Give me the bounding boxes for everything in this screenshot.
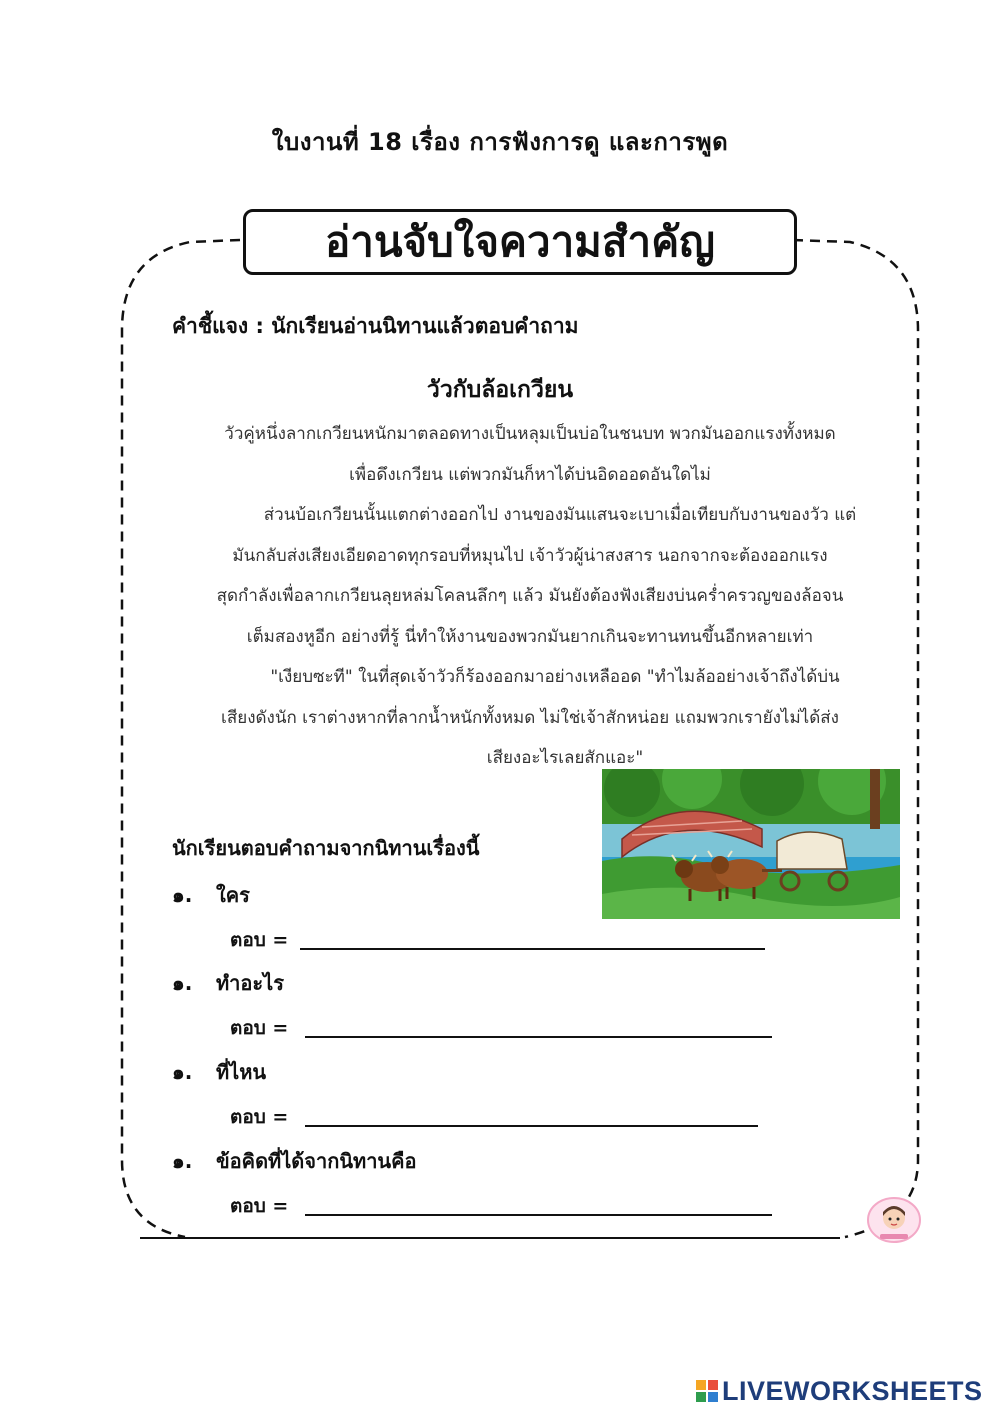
question-text: ใคร	[216, 883, 250, 907]
brand-name: LIVEWORKSHEETS	[722, 1375, 983, 1406]
question-item	[172, 1145, 417, 1177]
answer-label: ตอบ =	[230, 1017, 289, 1039]
questions-heading: นักเรียนตอบคำถามจากนิทานเรื่องนี้	[172, 836, 480, 860]
question-item	[172, 879, 250, 911]
answer-field[interactable]	[305, 1214, 772, 1216]
story-line: เสียงดังนัก เราต่างหากที่ลากน้ำหนักทั้งหมด ไม่ใช่เจ้าสักหน่อย แถมพวกเรายังไม่ได้ส่ง	[221, 707, 839, 728]
answer-row	[230, 1013, 288, 1043]
story-line: เพื่อดึงเกวียน แต่พวกมันก็หาได้บ่นอิดออดอันใดไม่	[349, 464, 711, 485]
story-title: วัวกับล้อเกวียน	[426, 377, 574, 403]
story-line: ส่วนบ้อเกวียนนั้นแตกต่างออกไป งานของมันแสนจะเบาเมื่อเทียบกับงานของวัว แต่	[263, 505, 857, 525]
answer-row	[230, 925, 288, 955]
brand-footer	[696, 1376, 983, 1406]
story-line: สุดกำลังเพื่อลากเกวียนลุยหล่มโคลนลึกๆ แล้ว มันยังต้องฟังเสียงบ่นคร่ำครวญของล้อจน	[216, 586, 844, 606]
story-line: มันกลับส่งเสียงเอียดอาดทุกรอบที่หมุนไป เจ้าวัวผู้น่าสงสาร นอกจากจะต้องออกแรง	[232, 545, 828, 566]
answer-field[interactable]	[305, 1036, 772, 1038]
story-line: วัวคู่หนึ่งลากเกวียนหนักมาตลอดทางเป็นหลุมเป็นบ่อในชนบท พวกมันออกแรงทั้งหมด	[224, 424, 836, 444]
question-number: ๑.	[172, 883, 193, 907]
answer-row	[230, 1191, 288, 1221]
answer-label: ตอบ =	[230, 1195, 289, 1217]
answer-label: ตอบ =	[230, 929, 289, 951]
story-line: เต็มสองหูอีก อย่างที่รู้ นี่ทำให้งานของพวกมันยากเกินจะทานทนขึ้นอีกหลายเท่า	[246, 626, 814, 647]
answer-field[interactable]	[305, 1125, 758, 1127]
mascot-avatar-icon	[866, 1196, 922, 1244]
answer-field[interactable]	[300, 948, 765, 950]
question-number: ๑.	[172, 971, 193, 995]
question-item	[172, 967, 284, 999]
question-item	[172, 1056, 266, 1088]
oxen-cart-illustration	[602, 769, 900, 919]
liveworksheets-logo-icon	[696, 1380, 718, 1402]
footer-rule	[140, 1237, 840, 1239]
story-body	[150, 414, 910, 779]
instruction-text: คำชี้แจง : นักเรียนอ่านนิทานแล้วตอบคำถาม	[172, 314, 579, 338]
answer-label: ตอบ =	[230, 1106, 289, 1128]
worksheet-title: ใบงานที่ 18 เรื่อง การฟังการดู และการพูด	[271, 128, 729, 156]
question-number: ๑.	[172, 1060, 193, 1084]
banner-title: อ่านจับใจความสำคัญ	[243, 209, 797, 275]
story-line: "เงียบซะที" ในที่สุดเจ้าวัวก็ร้องออกมาอย่างเหลืออด "ทำไมล้ออย่างเจ้าถึงได้บ่น	[270, 667, 840, 687]
question-number: ๑.	[172, 1149, 193, 1173]
question-text: ทำอะไร	[216, 971, 284, 995]
answer-row	[230, 1102, 288, 1132]
question-text: ข้อคิดที่ได้จากนิทานคือ	[216, 1149, 417, 1173]
question-text: ที่ไหน	[216, 1060, 267, 1084]
story-line: เสียงอะไรเลยสักแอะ"	[486, 748, 644, 768]
